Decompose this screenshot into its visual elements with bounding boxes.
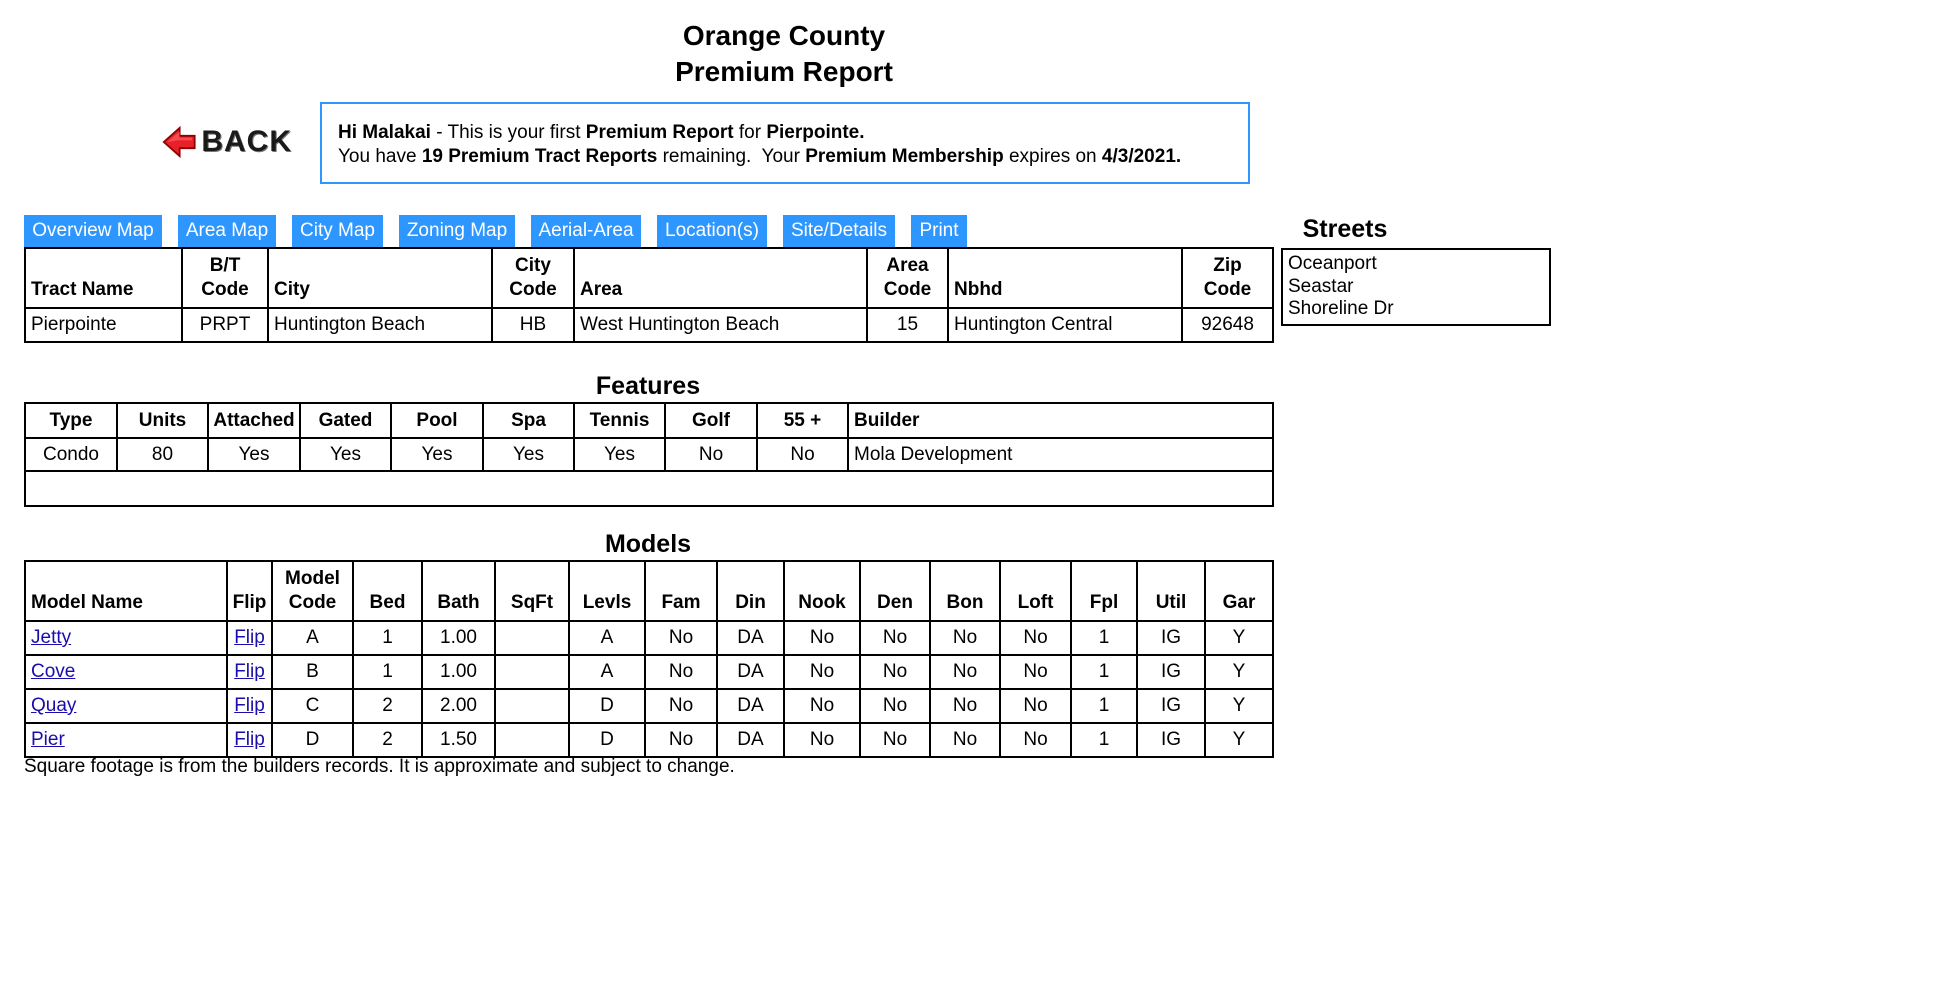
cell-nook: No (784, 621, 860, 655)
cell-den: No (860, 621, 930, 655)
msg-text: expires on (1003, 146, 1102, 167)
cell-bed: 1 (353, 655, 422, 689)
cell-din: DA (717, 723, 784, 757)
msg-membership: Premium Membership (805, 146, 1004, 167)
cell-attached: Yes (208, 438, 300, 471)
table-row (25, 308, 1273, 342)
cell-model-code: C (272, 689, 353, 723)
col-area: Area (574, 248, 867, 308)
msg-tract: Pierpointe. (766, 122, 865, 143)
street-item: Oceanport (1288, 253, 1377, 274)
col-den: Den (860, 561, 930, 621)
cell-nook: No (784, 689, 860, 723)
flip-link[interactable]: Flip (234, 695, 265, 716)
cell-sqft (495, 655, 569, 689)
cell-bed: 1 (353, 621, 422, 655)
col-levls: Levls (569, 561, 645, 621)
cell-flip (227, 689, 272, 723)
table-row (25, 689, 1273, 723)
user-greeting: Hi Malakai (338, 122, 431, 143)
cell-golf: No (665, 438, 757, 471)
cell-model-name (25, 689, 227, 723)
cell-din: DA (717, 655, 784, 689)
col-builder: Builder (848, 403, 1273, 438)
cell-nook: No (784, 655, 860, 689)
streets-title: Streets (1302, 215, 1388, 243)
cell-55-plus: No (757, 438, 848, 471)
col-loft: Loft (1000, 561, 1071, 621)
features-title: Features (595, 372, 701, 400)
cell-fam: No (645, 655, 717, 689)
cell-util: IG (1137, 621, 1205, 655)
cell-sqft (495, 723, 569, 757)
cell-gar: Y (1205, 655, 1273, 689)
msg-text: You have (338, 146, 422, 167)
cell-fam: No (645, 689, 717, 723)
tab-zoning-map[interactable]: Zoning Map (399, 215, 515, 247)
cell-fpl: 1 (1071, 689, 1137, 723)
cell-flip (227, 723, 272, 757)
col-units: Units (117, 403, 208, 438)
table-row (25, 438, 1273, 471)
cell-util: IG (1137, 723, 1205, 757)
col-bed: Bed (353, 561, 422, 621)
col-tract-name: Tract Name (25, 248, 182, 308)
cell-city: Huntington Beach (268, 308, 492, 342)
cell-sqft (495, 689, 569, 723)
col-model-name: Model Name (25, 561, 227, 621)
page-title (0, 18, 1568, 90)
cell-levls: A (569, 621, 645, 655)
col-model-code: Model Code (272, 561, 353, 621)
streets-list (1281, 248, 1551, 326)
cell-fpl: 1 (1071, 621, 1137, 655)
cell-den: No (860, 723, 930, 757)
table-row (25, 723, 1273, 757)
cell-nook: No (784, 723, 860, 757)
cell-fam: No (645, 621, 717, 655)
cell-util: IG (1137, 655, 1205, 689)
sqft-disclaimer: Square footage is from the builders records. It is approximate and subject to change. (24, 756, 735, 777)
msg-text: - This is your first (430, 122, 586, 143)
cell-bed: 2 (353, 689, 422, 723)
cell-bon: No (930, 723, 1000, 757)
model-link[interactable]: Pier (31, 729, 65, 750)
col-bon: Bon (930, 561, 1000, 621)
col-gated: Gated (300, 403, 391, 438)
msg-text: for (733, 122, 767, 143)
cell-model-name (25, 621, 227, 655)
cell-pool: Yes (391, 438, 483, 471)
back-button[interactable] (162, 118, 292, 166)
cell-gated: Yes (300, 438, 391, 471)
cell-levls: A (569, 655, 645, 689)
msg-text: remaining. Your (657, 146, 806, 167)
cell-flip (227, 621, 272, 655)
col-city: City (268, 248, 492, 308)
cell-units: 80 (117, 438, 208, 471)
cell-model-code: B (272, 655, 353, 689)
msg-expiry: 4/3/2021. (1101, 146, 1182, 167)
cell-builder: Mola Development (848, 438, 1273, 471)
cell-fam: No (645, 723, 717, 757)
cell-type: Condo (25, 438, 117, 471)
model-link[interactable]: Cove (31, 661, 76, 682)
cell-spa: Yes (483, 438, 574, 471)
col-util: Util (1137, 561, 1205, 621)
cell-zip-code: 92648 (1182, 308, 1273, 342)
cell-bath: 1.00 (422, 621, 495, 655)
title-county: Orange County (682, 20, 886, 51)
features-table (24, 402, 1274, 507)
tab-overview-map[interactable]: Overview Map (24, 215, 162, 247)
cell-model-code: D (272, 723, 353, 757)
cell-bon: No (930, 621, 1000, 655)
message-line-1 (338, 121, 1232, 145)
empty-cell (25, 471, 1273, 506)
col-flip: Flip (227, 561, 272, 621)
cell-bath: 2.00 (422, 689, 495, 723)
col-golf: Golf (665, 403, 757, 438)
cell-gar: Y (1205, 689, 1273, 723)
col-attached: Attached (208, 403, 300, 438)
col-gar: Gar (1205, 561, 1273, 621)
back-arrow-icon (162, 122, 197, 162)
back-label: BACK (201, 125, 292, 158)
cell-bt-code: PRPT (182, 308, 268, 342)
col-sqft: SqFt (495, 561, 569, 621)
col-pool: Pool (391, 403, 483, 438)
cell-tract-name: Pierpointe (25, 308, 182, 342)
table-row-empty (25, 471, 1273, 506)
col-bath: Bath (422, 561, 495, 621)
title-report: Premium Report (675, 56, 893, 87)
flip-link[interactable]: Flip (234, 627, 265, 648)
cell-model-name (25, 655, 227, 689)
cell-tennis: Yes (574, 438, 665, 471)
cell-area: West Huntington Beach (574, 308, 867, 342)
tract-table (24, 247, 1274, 343)
msg-remaining: 19 Premium Tract Reports (421, 146, 658, 167)
cell-bath: 1.50 (422, 723, 495, 757)
cell-bed: 2 (353, 723, 422, 757)
cell-nbhd: Huntington Central (948, 308, 1182, 342)
col-nook: Nook (784, 561, 860, 621)
cell-din: DA (717, 621, 784, 655)
cell-flip (227, 655, 272, 689)
cell-fpl: 1 (1071, 655, 1137, 689)
cell-loft: No (1000, 689, 1071, 723)
tab-aerial-area[interactable]: Aerial-Area (531, 215, 641, 247)
cell-bon: No (930, 689, 1000, 723)
cell-den: No (860, 655, 930, 689)
msg-report: Premium Report (585, 122, 734, 143)
street-item: Shoreline Dr (1288, 298, 1394, 319)
cell-loft: No (1000, 723, 1071, 757)
cell-bon: No (930, 655, 1000, 689)
tab-site-details[interactable]: Site/Details (783, 215, 895, 247)
cell-gar: Y (1205, 723, 1273, 757)
col-type: Type (25, 403, 117, 438)
message-line-2 (338, 145, 1232, 169)
cell-levls: D (569, 689, 645, 723)
tab-area-map[interactable]: Area Map (178, 215, 276, 247)
cell-loft: No (1000, 621, 1071, 655)
col-55-plus: 55 + (757, 403, 848, 438)
flip-link[interactable]: Flip (234, 729, 265, 750)
table-row (25, 621, 1273, 655)
models-title: Models (604, 530, 692, 558)
col-zip-code: Zip Code (1182, 248, 1273, 308)
col-tennis: Tennis (574, 403, 665, 438)
model-link[interactable]: Quay (31, 695, 77, 716)
tab-print[interactable]: Print (911, 215, 967, 247)
cell-sqft (495, 621, 569, 655)
col-bt-code: B/T Code (182, 248, 268, 308)
col-spa: Spa (483, 403, 574, 438)
col-area-code: Area Code (867, 248, 948, 308)
cell-model-name (25, 723, 227, 757)
cell-util: IG (1137, 689, 1205, 723)
col-city-code: City Code (492, 248, 574, 308)
cell-den: No (860, 689, 930, 723)
col-fam: Fam (645, 561, 717, 621)
model-link[interactable]: Jetty (31, 627, 72, 648)
tab-locations[interactable]: Location(s) (657, 215, 767, 247)
flip-link[interactable]: Flip (234, 661, 265, 682)
cell-city-code: HB (492, 308, 574, 342)
tab-city-map[interactable]: City Map (292, 215, 383, 247)
cell-levls: D (569, 723, 645, 757)
street-item: Seastar (1288, 275, 1354, 297)
cell-model-code: A (272, 621, 353, 655)
cell-gar: Y (1205, 621, 1273, 655)
table-row (25, 655, 1273, 689)
cell-bath: 1.00 (422, 655, 495, 689)
cell-area-code: 15 (867, 308, 948, 342)
welcome-message (320, 102, 1250, 184)
cell-fpl: 1 (1071, 723, 1137, 757)
cell-din: DA (717, 689, 784, 723)
models-table (24, 560, 1274, 758)
col-nbhd: Nbhd (948, 248, 1182, 308)
col-din: Din (717, 561, 784, 621)
col-fpl: Fpl (1071, 561, 1137, 621)
cell-loft: No (1000, 655, 1071, 689)
